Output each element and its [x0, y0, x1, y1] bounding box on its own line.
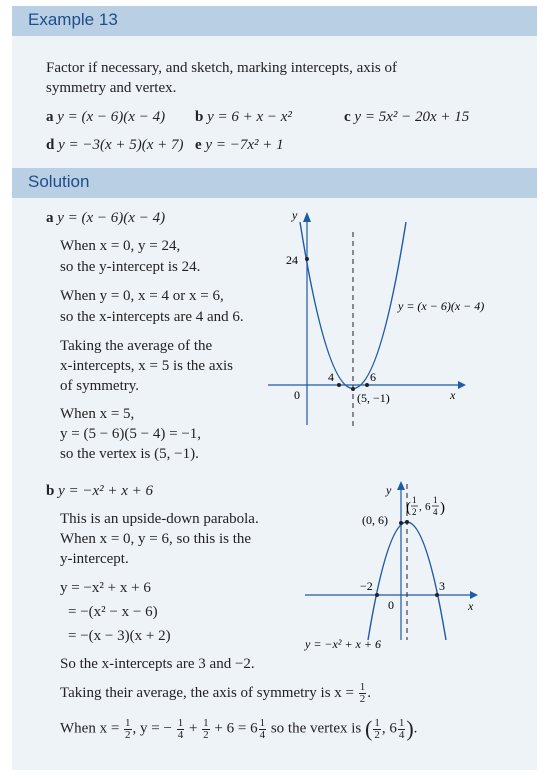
part-b-x-intercept-right-point [435, 593, 439, 597]
part-a-heading [46, 210, 165, 227]
part-b-line-6: = −(x − 3)(x + 2) [68, 628, 171, 644]
part-a-curve-label: y = (x − 6)(x − 4) [398, 299, 485, 313]
question-part-d-label: d [46, 137, 55, 153]
vertex-quarter-fraction [177, 718, 185, 741]
part-a-origin-label: 0 [294, 388, 300, 402]
part-b-equation: y = −x² + x + 6 [58, 483, 154, 499]
part-a-x-arrow-icon [458, 381, 466, 389]
part-b-line-1: This is an upside-down parabola. [60, 511, 259, 527]
question-line-1: Factor if necessary, and sketch, marking intercepts, axis of [46, 60, 397, 76]
question-part-a [46, 109, 165, 126]
part-b-axis-sentence-text: Taking their average, the axis of symmetry is x = [60, 684, 354, 701]
part-a-x-intercept-right-label: 6 [370, 370, 376, 384]
part-b-line-7: So the x-intercepts are 3 and −2. [60, 656, 255, 672]
question-part-c-label: c [344, 109, 351, 125]
question-part-c [344, 109, 469, 126]
question-part-d-text: y = −3(x + 5)(x + 7) [58, 137, 184, 153]
question-part-b [195, 109, 292, 126]
part-b-vertex-close-paren: ) [440, 500, 445, 516]
question-part-e-text: y = −7x² + 1 [205, 137, 284, 153]
part-b-y-intercept-point [399, 521, 403, 525]
vertex-sentence-start: When x = [60, 720, 120, 737]
question-part-e [195, 137, 284, 154]
vertex-close-paren: ) [406, 716, 414, 741]
part-b-line-4: y = −x² + x + 6 [60, 580, 151, 596]
vertex-x-fraction [124, 718, 132, 741]
part-b-curve-label: y = −x² + x + 6 [305, 637, 381, 651]
example-header-bar [12, 6, 537, 36]
part-a-line-5: Taking the average of the [60, 338, 213, 354]
part-a-vertex-label: (5, −1) [357, 391, 390, 405]
vertex-point-x-fraction [373, 718, 381, 741]
part-b-x-arrow-icon [470, 591, 478, 599]
part-b-vertex-sentence: When x = $\frac{1}{2}$ , y = − $\frac{1}{4}$ + $\frac{1}{2}$ + 6 = 6 $\frac{1}{4}$ so the vertex is ( $\frac{1}{2}$ , 6 $\frac{1}{4}$ ). [60, 716, 418, 741]
frac-den: 2 [125, 728, 131, 741]
part-b-x-axis-label: x [468, 599, 474, 613]
vertex-sentence-end: so the vertex is [270, 720, 362, 737]
part-a-line-9: y = (5 − 6)(5 − 4) = −1, [60, 426, 202, 442]
part-b-vertex-x-num: 1 [412, 495, 417, 505]
part-b-axis-sentence: Taking their average, the axis of symmetry is x = $\frac{1}{2}$ . [60, 681, 371, 705]
frac-den: 4 [398, 728, 405, 741]
part-a-x-intercept-left-point [337, 383, 341, 387]
question-line-2: symmetry and vertex. [46, 80, 177, 96]
part-b-vertex-whole: 6 [425, 501, 431, 513]
part-a-vertex-point [351, 387, 355, 391]
frac-num: 1 [203, 716, 209, 729]
frac-num: 1 [374, 716, 380, 729]
part-a-equation: y = (x − 6)(x − 4) [57, 210, 166, 226]
part-b-y-intercept-label: (0, 6) [362, 513, 388, 527]
question-part-a-text: y = (x − 6)(x − 4) [57, 109, 166, 125]
vertex-point-whole: 6 [389, 720, 397, 737]
vertex-sentence-mid1: , y = − [132, 720, 172, 737]
part-b-vertex-open-paren: ( [406, 500, 411, 516]
part-b-vertex-y-num: 1 [433, 495, 438, 505]
question-part-b-text: y = 6 + x − x² [207, 109, 292, 125]
part-b-x-intercept-right-label: 3 [439, 579, 445, 593]
solution-title: Solution [28, 172, 90, 191]
frac-den: 2 [359, 693, 366, 705]
question-part-d [46, 137, 184, 154]
part-b-y-axis-label: y [386, 483, 392, 497]
part-a-x-axis-label: x [450, 388, 456, 402]
question-part-c-text: y = 5x² − 20x + 15 [354, 109, 470, 125]
part-b-origin-label: 0 [388, 598, 394, 612]
part-b-vertex-y-den: 4 [433, 507, 438, 517]
part-b-vertex-label [406, 495, 445, 517]
question-part-b-label: b [195, 109, 204, 125]
part-a-x-intercept-left-label: 4 [328, 370, 334, 384]
frac-num: 1 [125, 716, 131, 729]
solution-header-bar [12, 168, 537, 198]
frac-den: 2 [374, 728, 380, 741]
frac-num: 1 [398, 716, 405, 729]
vertex-sentence-mid2: + [188, 720, 198, 737]
part-a-line-1: When x = 0, y = 24, [60, 238, 181, 254]
part-b-vertex-comma: , [419, 501, 422, 513]
part-a-line-7: of symmetry. [60, 378, 140, 394]
part-a-label: a [46, 210, 54, 226]
vertex-open-paren: ( [365, 716, 373, 741]
part-a-line-2: so the y-intercept is 24. [60, 259, 201, 275]
part-a-y-arrow-icon [303, 212, 311, 222]
part-b-vertex-x-den: 2 [412, 507, 417, 517]
part-b-line-3: y-intercept. [60, 551, 129, 567]
vertex-point-y-fraction [398, 718, 406, 741]
part-a-line-8: When x = 5, [60, 406, 135, 422]
example-title: Example 13 [28, 10, 118, 29]
part-b-line-2: When x = 0, y = 6, so this is the [60, 531, 252, 547]
part-b-line-5: = −(x² − x − 6) [68, 604, 158, 620]
part-b-label: b [46, 483, 55, 499]
part-a-x-intercept-right-point [365, 383, 369, 387]
part-a-y-intercept-point [305, 257, 309, 261]
question-part-a-label: a [46, 109, 54, 125]
frac-den: 2 [203, 728, 209, 741]
part-a-y-intercept-label: 24 [286, 253, 298, 267]
part-b-graph [300, 478, 490, 653]
part-a-y-axis-label: y [292, 208, 298, 222]
part-b-axis-fraction [359, 682, 367, 705]
part-a-line-4: so the x-intercepts are 4 and 6. [60, 309, 244, 325]
question-part-e-label: e [195, 137, 202, 153]
part-b-x-intercept-left-label: −2 [360, 579, 373, 593]
frac-den: 4 [259, 728, 266, 741]
frac-num: 1 [359, 681, 366, 693]
part-a-graph [258, 205, 508, 435]
vertex-y-fraction [259, 718, 267, 741]
part-b-x-intercept-left-point [375, 593, 379, 597]
vertex-sentence-mid3: + 6 = 6 [214, 720, 258, 737]
part-b-y-arrow-icon [397, 481, 405, 490]
frac-num: 1 [259, 716, 266, 729]
frac-num: 1 [177, 716, 184, 729]
part-a-line-6: x-intercepts, x = 5 is the axis [60, 358, 234, 374]
part-a-line-10: so the vertex is (5, −1). [60, 446, 199, 462]
frac-den: 4 [177, 728, 184, 741]
vertex-half-fraction [202, 718, 210, 741]
part-a-line-3: When y = 0, x = 4 or x = 6, [60, 288, 224, 304]
part-b-heading [46, 483, 153, 500]
part-b-vertex-point [405, 520, 409, 524]
